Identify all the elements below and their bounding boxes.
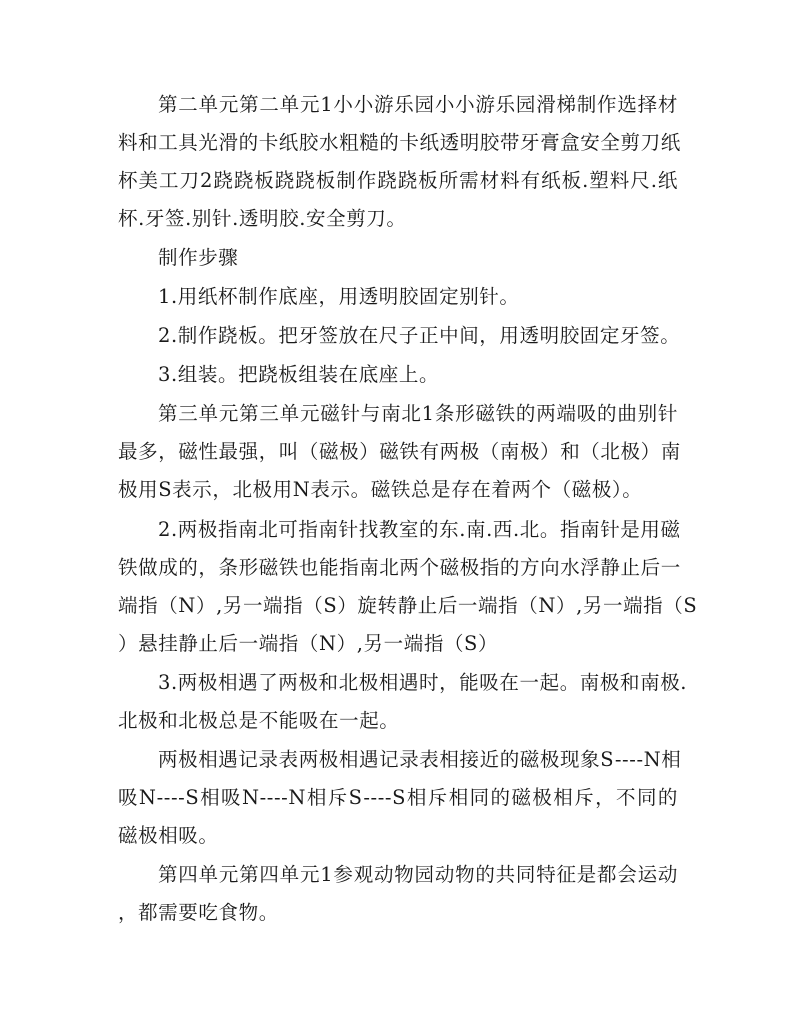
text-line: 第二单元第二单元1小小游乐园小小游乐园滑梯制作选择材 <box>158 93 678 116</box>
text-line: 两极相遇记录表两极相遇记录表相接近的磁极现象S----N相 <box>158 748 682 771</box>
text-line: 杯美工刀2跷跷板跷跷板制作跷跷板所需材料有纸板.塑料尺.纸 <box>118 169 678 192</box>
text-line: 1.用纸杯制作底座，用透明胶固定别针。 <box>158 285 520 308</box>
text-line: 磁极相吸。 <box>118 824 219 847</box>
text-line: 极用S表示，北极用N表示。磁铁总是存在着两个（磁极）。 <box>118 478 643 501</box>
text-line: 料和工具光滑的卡纸胶水粗糙的卡纸透明胶带牙膏盒安全剪刀纸 <box>118 131 681 154</box>
text-line: 3.两极相遇了两极和北极相遇时，能吸在一起。南极和南极. <box>158 671 688 694</box>
text-line: 2.两极指南北可指南针找教室的东.南.西.北。指南针是用磁 <box>158 518 681 541</box>
text-line: 第四单元第四单元1参观动物园动物的共同特征是都会运动 <box>158 863 678 886</box>
text-line: 杯.牙签.别针.透明胶.安全剪刀。 <box>118 207 407 230</box>
text-line: 2.制作跷板。把牙签放在尺子正中间，用透明胶固定牙签。 <box>158 324 681 347</box>
text-line: 铁做成的，条形磁铁也能指南北两个磁极指的方向水浮静止后一 <box>118 556 681 579</box>
text-line: 第三单元第三单元磁针与南北1条形磁铁的两端吸的曲别针 <box>158 402 678 425</box>
text-line: ，都需要吃食物。 <box>118 901 279 924</box>
text-line: 最多，磁性最强，叫（磁极）磁铁有两极（南极）和（北极）南 <box>118 440 681 463</box>
text-line: 吸N----S相吸N----N相斥S----S相斥相同的磁极相斥，不同的 <box>118 786 678 809</box>
text-line: 端指（N）,另一端指（S）旋转静止后一端指（N）,另一端指（S <box>118 594 698 617</box>
section-heading: 制作步骤 <box>158 246 239 269</box>
text-line: 北极和北极总是不能吸在一起。 <box>118 709 400 732</box>
text-line: ）悬挂静止后一端指（N）,另一端指（S） <box>118 632 499 655</box>
text-line: 3.组装。把跷板组装在底座上。 <box>158 363 440 386</box>
